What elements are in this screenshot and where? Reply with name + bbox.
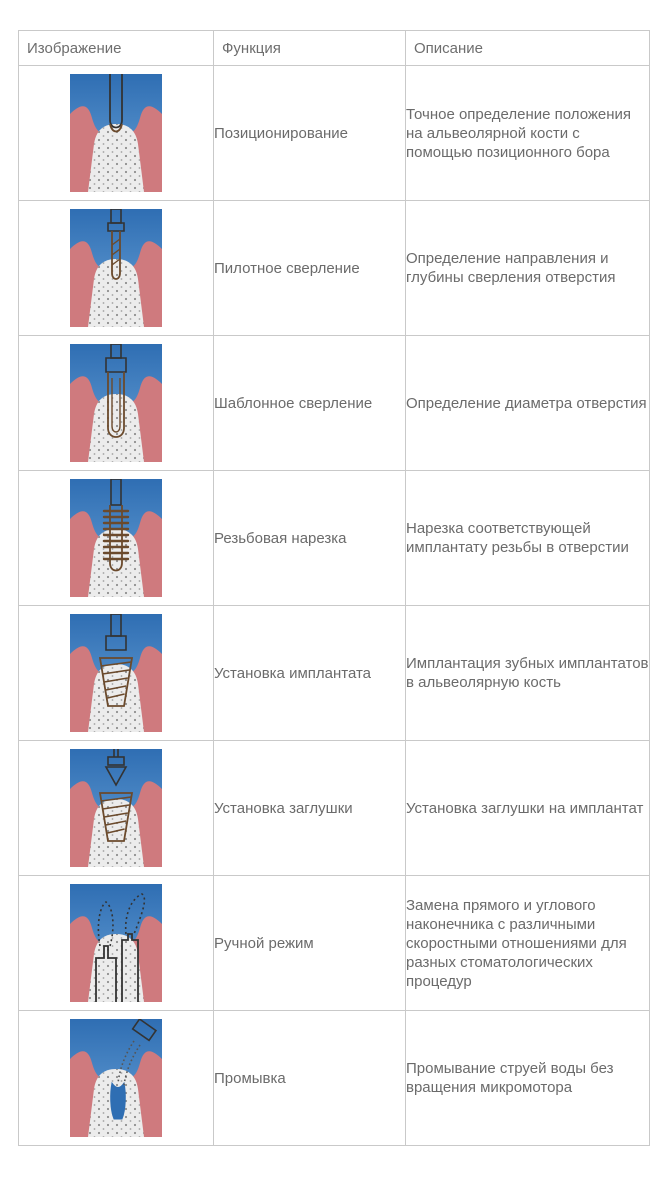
image-cell bbox=[19, 471, 214, 606]
description-cell: Имплантация зубных имплантатов в альвеолярную кость bbox=[406, 606, 650, 741]
table-row bbox=[19, 606, 650, 741]
image-cell bbox=[19, 201, 214, 336]
image-cell bbox=[19, 741, 214, 876]
table-row bbox=[19, 876, 650, 1011]
header-function: Функция bbox=[214, 31, 406, 66]
description-cell: Определение направления и глубины сверления отверстия bbox=[406, 201, 650, 336]
function-cell: Промывка bbox=[214, 1011, 406, 1146]
image-cell bbox=[19, 876, 214, 1011]
description-cell: Промывание струей воды без вращения микромотора bbox=[406, 1011, 650, 1146]
implant-installation-illustration-icon bbox=[70, 614, 162, 732]
function-cell: Позиционирование bbox=[214, 66, 406, 201]
image-cell bbox=[19, 66, 214, 201]
function-cell: Установка имплантата bbox=[214, 606, 406, 741]
description-cell: Замена прямого и углового наконечника с различными скоростными отношениями для разных стоматологических процедур bbox=[406, 876, 650, 1011]
pilot-drilling-illustration-icon bbox=[70, 209, 162, 327]
function-cell: Пилотное сверление bbox=[214, 201, 406, 336]
description-cell: Нарезка соответствующей имплантату резьбы в отверстии bbox=[406, 471, 650, 606]
image-cell bbox=[19, 336, 214, 471]
table-row bbox=[19, 471, 650, 606]
flushing-illustration-icon bbox=[70, 1019, 162, 1137]
table-row bbox=[19, 336, 650, 471]
function-cell: Установка заглушки bbox=[214, 741, 406, 876]
manual-mode-illustration-icon bbox=[70, 884, 162, 1002]
table-header-row bbox=[19, 31, 650, 66]
function-cell: Резьбовая нарезка bbox=[214, 471, 406, 606]
table-row bbox=[19, 66, 650, 201]
table-row bbox=[19, 1011, 650, 1146]
image-cell bbox=[19, 1011, 214, 1146]
image-cell bbox=[19, 606, 214, 741]
table-row bbox=[19, 201, 650, 336]
template-drilling-illustration-icon bbox=[70, 344, 162, 462]
header-image: Изображение bbox=[19, 31, 214, 66]
description-cell: Точное определение положения на альвеолярной кости с помощью позиционного бора bbox=[406, 66, 650, 201]
description-cell: Установка заглушки на имплантат bbox=[406, 741, 650, 876]
table-row bbox=[19, 741, 650, 876]
header-description: Описание bbox=[406, 31, 650, 66]
function-cell: Ручной режим bbox=[214, 876, 406, 1011]
thread-cutting-illustration-icon bbox=[70, 479, 162, 597]
positioning-illustration-icon bbox=[70, 74, 162, 192]
procedure-table bbox=[18, 30, 650, 1146]
description-cell: Определение диаметра отверстия bbox=[406, 336, 650, 471]
cover-screw-illustration-icon bbox=[70, 749, 162, 867]
function-cell: Шаблонное сверление bbox=[214, 336, 406, 471]
